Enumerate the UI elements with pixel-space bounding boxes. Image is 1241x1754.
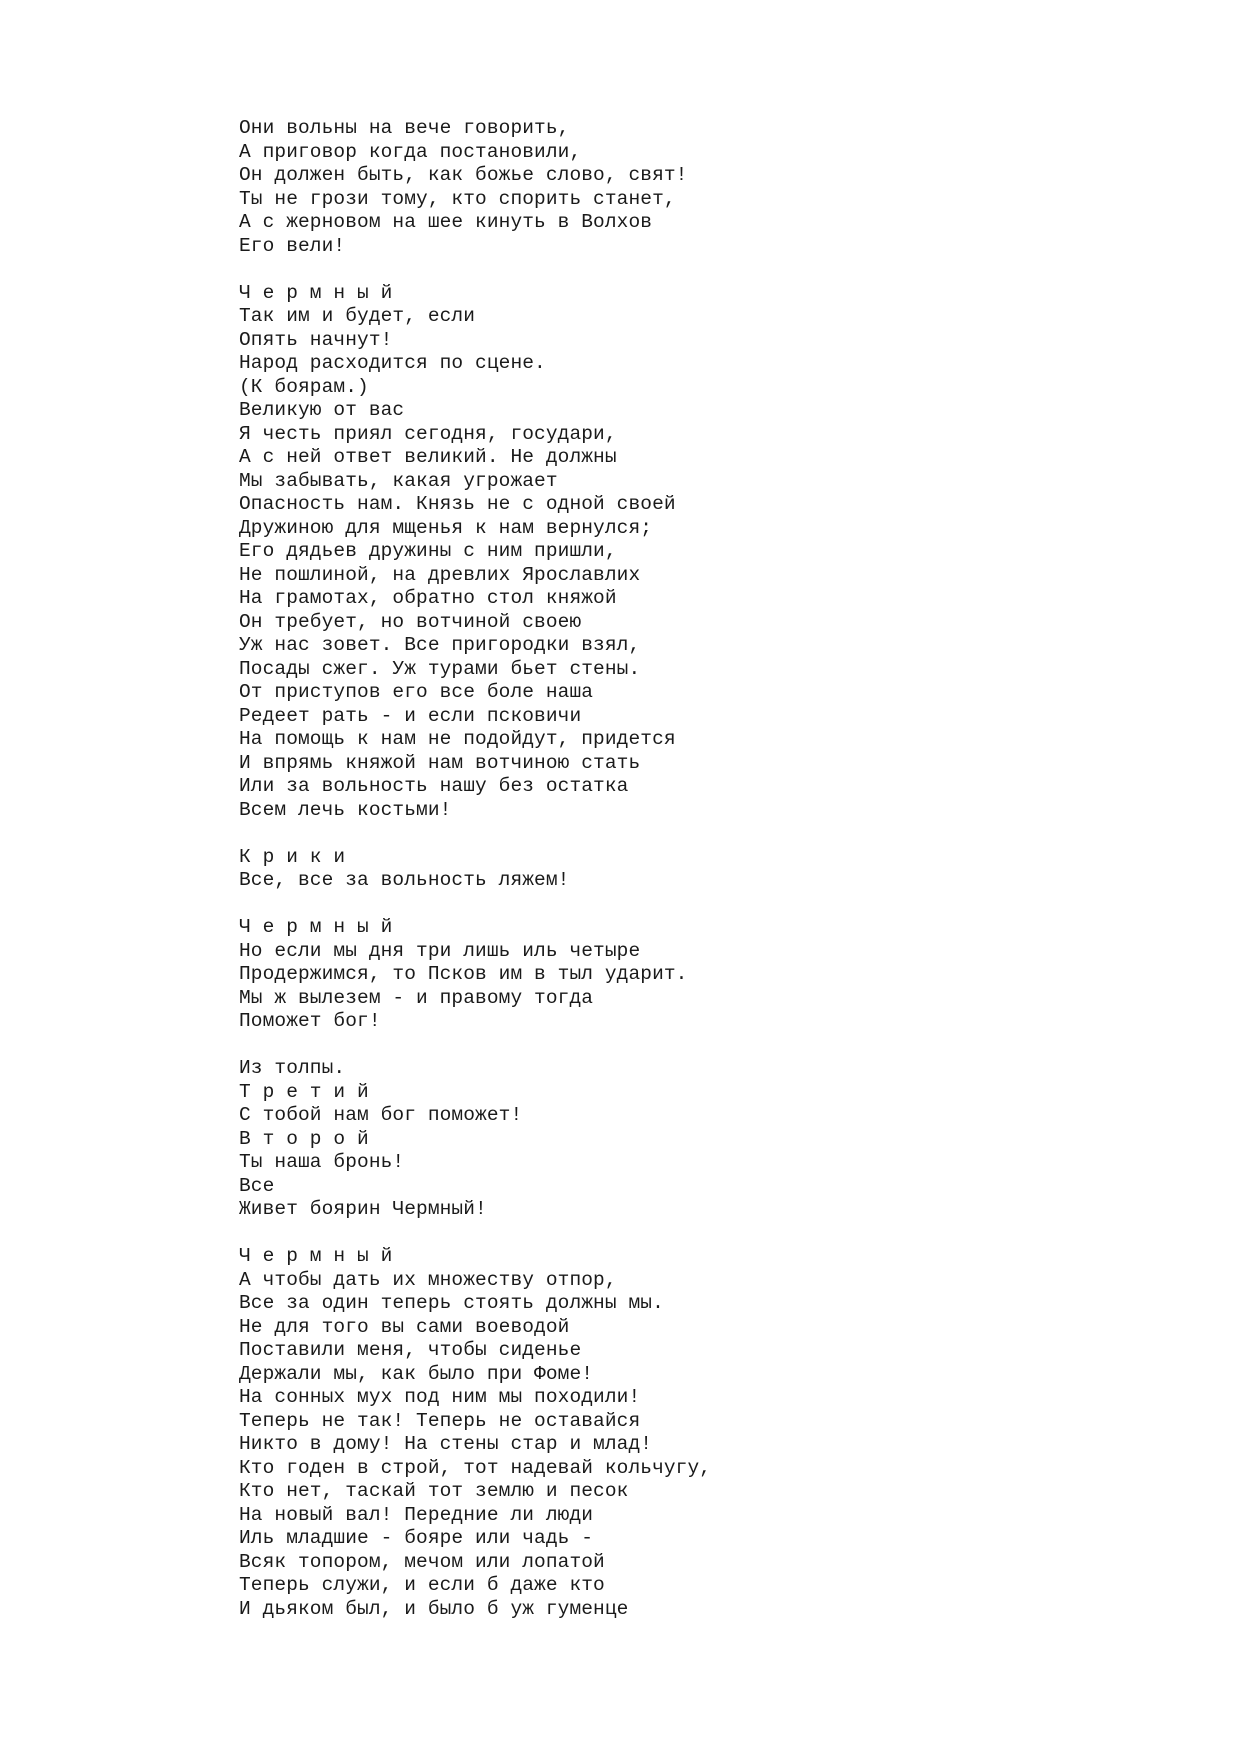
text-line: Поможет бог! (239, 1010, 381, 1032)
text-line: А чтобы дать их множеству отпор, (239, 1268, 617, 1291)
stage-direction: Народ расходится по сцене. (239, 352, 546, 374)
text-line: Всяк топором, мечом или лопатой (239, 1550, 605, 1573)
text-line: Он требует, но вотчиной своею (239, 610, 582, 633)
text-line: Посады сжег. Уж турами бьет стены. (239, 657, 641, 680)
text-line: Продержимся, то Псков им в тыл ударит. (239, 963, 688, 985)
text-line: На грамотах, обратно стол княжой (239, 587, 617, 609)
text-line: Поставили меня, чтобы сиденье (239, 1339, 582, 1361)
text-line: А с ней ответ великий. Не должны (239, 446, 617, 468)
text-line: Ты наша бронь! (239, 1151, 405, 1173)
text-line: Никто в дому! На стены стар и млад! (239, 1433, 653, 1455)
text-line: Живет боярин Чермный! (239, 1198, 487, 1220)
text-line: Редеет рать - и если псковичи (239, 704, 582, 727)
text-line: Иль младшие - бояре или чадь - (239, 1527, 594, 1549)
text-line: Мы ж вылезем - и правому тогда (239, 986, 594, 1009)
blank-line (239, 893, 1199, 917)
text-line: Не для того вы сами воеводой (239, 1315, 570, 1338)
text-line: Я честь приял сегодня, государи, (239, 422, 617, 445)
text-line: Он должен быть, как божье слово, свят! (239, 164, 688, 186)
text-line: А приговор когда постановили, (239, 140, 582, 163)
text-line: На сонных мух под ним мы походили! (239, 1386, 641, 1408)
text-line: Дружиною для мщенья к нам вернулся; (239, 516, 653, 539)
text-line: Или за вольность нашу без остатка (239, 775, 629, 797)
text-line: Его дядьев дружины с ним пришли, (239, 540, 617, 562)
speaker-name: Т р е т и й (239, 1080, 369, 1103)
speaker-name: К р и к и (239, 845, 346, 868)
speaker-name: Ч е р м н ы й (239, 281, 393, 304)
blank-line (239, 1034, 1199, 1058)
text-line: И дьяком был, и было б уж гуменце (239, 1597, 629, 1620)
text-line: Они вольны на вече говорить, (239, 117, 570, 139)
text-line: Ты не грози тому, кто спорить станет, (239, 187, 676, 210)
text-line: Уж нас зовет. Все пригородки взял, (239, 634, 641, 656)
text-line: Держали мы, как было при Фоме! (239, 1362, 594, 1385)
text-line: Кто годен в строй, тот надевай кольчугу, (239, 1456, 712, 1479)
text-line: Теперь не так! Теперь не оставайся (239, 1409, 641, 1432)
text-line: С тобой нам бог поможет! (239, 1104, 523, 1126)
text-line: На помощь к нам не подойдут, придется (239, 728, 676, 750)
text-line: На новый вал! Передние ли люди (239, 1503, 594, 1526)
text-line: Кто нет, таскай тот землю и песок (239, 1480, 629, 1502)
blank-line (239, 258, 1199, 282)
text-line: Все за один теперь стоять должны мы. (239, 1292, 664, 1314)
speaker-name: Ч е р м н ы й (239, 916, 393, 938)
speaker-name: Все (239, 1174, 275, 1197)
text-line: Так им и будет, если (239, 305, 476, 327)
text-line: От приступов его все боле наша (239, 681, 594, 703)
text-line: Не пошлиной, на древлих Ярославлих (239, 563, 641, 586)
text-line: И впрямь княжой нам вотчиною стать (239, 751, 641, 774)
text-line: Мы забывать, какая угрожает (239, 469, 558, 492)
text-line: Опять начнут! (239, 328, 393, 351)
text-line: Но если мы дня три лишь иль четыре (239, 939, 641, 962)
text-line: Все, все за вольность ляжем! (239, 869, 570, 891)
speaker-name: В т о р о й (239, 1127, 369, 1150)
blank-line (239, 1222, 1199, 1246)
stage-direction: (К боярам.) (239, 375, 369, 398)
text-line: Его вели! (239, 234, 346, 257)
speaker-name: Ч е р м н ы й (239, 1245, 393, 1267)
text-line: Всем лечь костьми! (239, 798, 452, 821)
text-line: А с жерновом на шее кинуть в Волхов (239, 211, 653, 233)
text-line: Теперь служи, и если б даже кто (239, 1574, 605, 1596)
text-line: Великую от вас (239, 399, 405, 421)
blank-line (239, 822, 1199, 846)
text-line: Опасность нам. Князь не с одной своей (239, 493, 676, 515)
document-page (239, 117, 1199, 1621)
stage-direction: Из толпы. (239, 1057, 346, 1079)
